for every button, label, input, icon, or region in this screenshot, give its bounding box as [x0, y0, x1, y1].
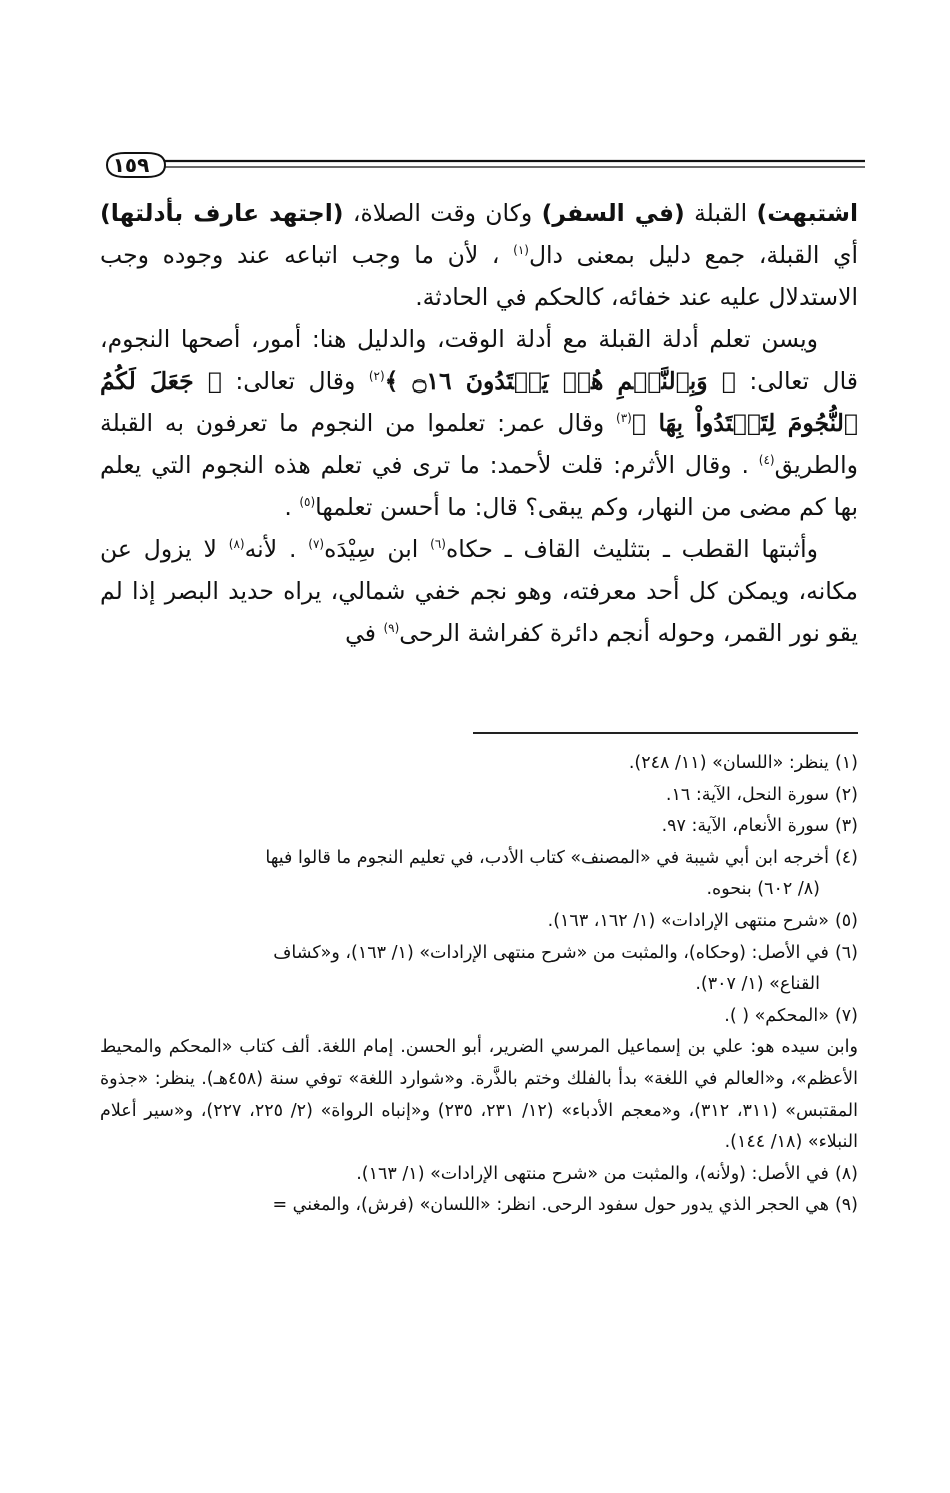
footnote-marker[interactable]: (١) [513, 243, 529, 258]
footnote-7 [100, 1001, 858, 1033]
footnote-number: (١) [834, 753, 858, 773]
text-run: وأثبتها القطب ـ بتثليث القاف ـ حكاه [445, 535, 819, 563]
footnote-marker[interactable]: (٥) [299, 495, 316, 510]
page-number: ١٥٩ [112, 153, 150, 177]
footnote-1 [100, 748, 858, 780]
footnotes [100, 748, 858, 1222]
text-run: وقال تعالى: [221, 367, 369, 395]
paragraph-1 [100, 192, 858, 318]
footnote-text: سورة النحل، الآية: ١٦. [665, 784, 829, 805]
text-run: في [345, 619, 384, 647]
bold-term: اشتبهت) [756, 199, 858, 227]
footnote-number: (٦) [834, 942, 858, 963]
footnote-6 [100, 938, 858, 1001]
bold-term: (اجتهد عارف بأدلتها) [100, 199, 344, 227]
header-ornament [95, 150, 865, 180]
footnote-marker[interactable]: (٣) [616, 411, 632, 426]
footnote-number: (٣) [834, 816, 858, 837]
footnote-text: أخرجه ابن أبي شيبة في «المصنف» كتاب الأدب، في تعليم النجوم ما قالوا فيها [265, 847, 829, 868]
footnote-8 [100, 1159, 858, 1191]
text-run: ابن سِيْدَه [324, 535, 431, 563]
text-run: وقال عمر: تعلموا من النجوم ما تعرفون به القبلة والطريق [100, 409, 858, 479]
footnote-text: «المحكم» ( ). [724, 1005, 829, 1026]
footnote-continuation: القناع» (١/ ٣٠٧). [695, 974, 820, 995]
text-run: وكان وقت الصلاة، [343, 199, 542, 227]
footnote-text: «شرح منتهى الإرادات» (١/ ١٦٢، ١٦٣). [547, 910, 829, 931]
footnote-3 [100, 811, 858, 843]
text-run: . وقال الأثرم: قلت لأحمد: ما ترى في تعلم هذه النجوم التي يعلم بها كم مضى من النهار، وكم يبقى؟ قال: ما أحسن تعلمها [100, 451, 858, 521]
text-run: . لأنه [244, 535, 309, 563]
main-text [100, 192, 858, 654]
footnote-text: ينظر: «اللسان» (١١/ ٢٤٨). [628, 753, 829, 773]
paragraph-2 [100, 318, 858, 528]
footnote-7-note [100, 1032, 858, 1158]
footnote-marker[interactable]: (٤) [758, 453, 775, 468]
quran-verse: ﴿ جَعَلَ لَكُمُ ٱلنُّجُومَ لِتَهۡتَدُواْ بِهَا ﴾ [100, 367, 858, 437]
footnote-number: (٧) [834, 1005, 858, 1026]
page-header [95, 150, 865, 180]
footnote-marker[interactable]: (٦) [430, 537, 446, 552]
footnote-number: (٨) [834, 1163, 858, 1184]
footnote-number: (٢) [834, 784, 858, 805]
footnote-divider [473, 732, 858, 734]
text-run: . [284, 493, 300, 521]
footnote-text: سورة الأنعام، الآية: ٩٧. [661, 816, 829, 837]
footnote-marker[interactable]: (٢) [368, 369, 385, 384]
footnote-number: (٥) [834, 910, 858, 931]
footnote-marker[interactable]: (٩) [383, 621, 400, 636]
footnote-marker[interactable]: (٧) [308, 537, 325, 552]
text-run: أي القبلة، جمع دليل بمعنى دال [528, 241, 859, 269]
footnote-text: هي الحجر الذي يدور حول سفود الرحى. انظر: «اللسان» (فرش)، والمغني = [272, 1195, 829, 1216]
text-run: لا يزول عن مكانه، ويمكن كل أحد معرفته، وهو نجم خفي شمالي، يراه حديد البصر إذا لم يقو نور القمر، وحوله أنجم دائرة كفراشة الرحى [100, 535, 858, 647]
footnote-text: وابن سيده هو: علي بن إسماعيل المرسي الضرير، أبو الحسن. إمام اللغة. ألف كتاب «المحكم والمحيط الأعظم»، و«العالم في اللغة» بدأ بالفلك وختم بالذَّرة. و«شوارد اللغة» توفي سنة (٤٥٨هـ). ينظر: «جذوة المقتبس» (٣١١، ٣١٢)، و«معجم الأدباء» (١٢/ ٢٣١، ٢٣٥) و«إنباه الرواة» (٢/ ٢٢٥، ٢٢٧)، و«سير أعلام النبلاء» (١٨/ ١٤٤). [100, 1037, 859, 1153]
footnote-continuation: (٨/ ٦٠٢) بنحوه. [706, 879, 820, 900]
paragraph-3 [100, 528, 858, 654]
footnote-2 [100, 780, 858, 812]
footnote-number: (٩) [834, 1195, 858, 1216]
footnote-5 [100, 906, 858, 938]
quran-verse: ﴿ وَبِٱلنَّجۡمِ هُمۡ يَهۡتَدُونَ ۝١٦ ﴾ [384, 367, 736, 395]
bold-term: (في السفر) [541, 199, 685, 227]
footnote-text: في الأصل: (وحكاه)، والمثبت من «شرح منتهى الإرادات» (١/ ١٦٣)، و«كشاف [273, 942, 829, 963]
footnote-4 [100, 843, 858, 906]
footnote-marker[interactable]: (٨) [228, 537, 245, 552]
text-run: ويسن تعلم أدلة القبلة مع أدلة الوقت، والدليل هنا: أمور، أصحها النجوم، قال تعالى: [100, 325, 859, 395]
footnote-number: (٤) [834, 847, 858, 868]
footnote-text: في الأصل: (ولأنه)، والمثبت من «شرح منتهى الإرادات» (١/ ١٦٣). [356, 1163, 829, 1184]
text-run: ، لأن ما وجب اتباعه عند وجوده وجب الاستدلال عليه عند خفائه، كالحكم في الحادثة. [100, 241, 858, 311]
text-run: القبلة [684, 199, 757, 227]
footnote-9 [100, 1190, 858, 1222]
